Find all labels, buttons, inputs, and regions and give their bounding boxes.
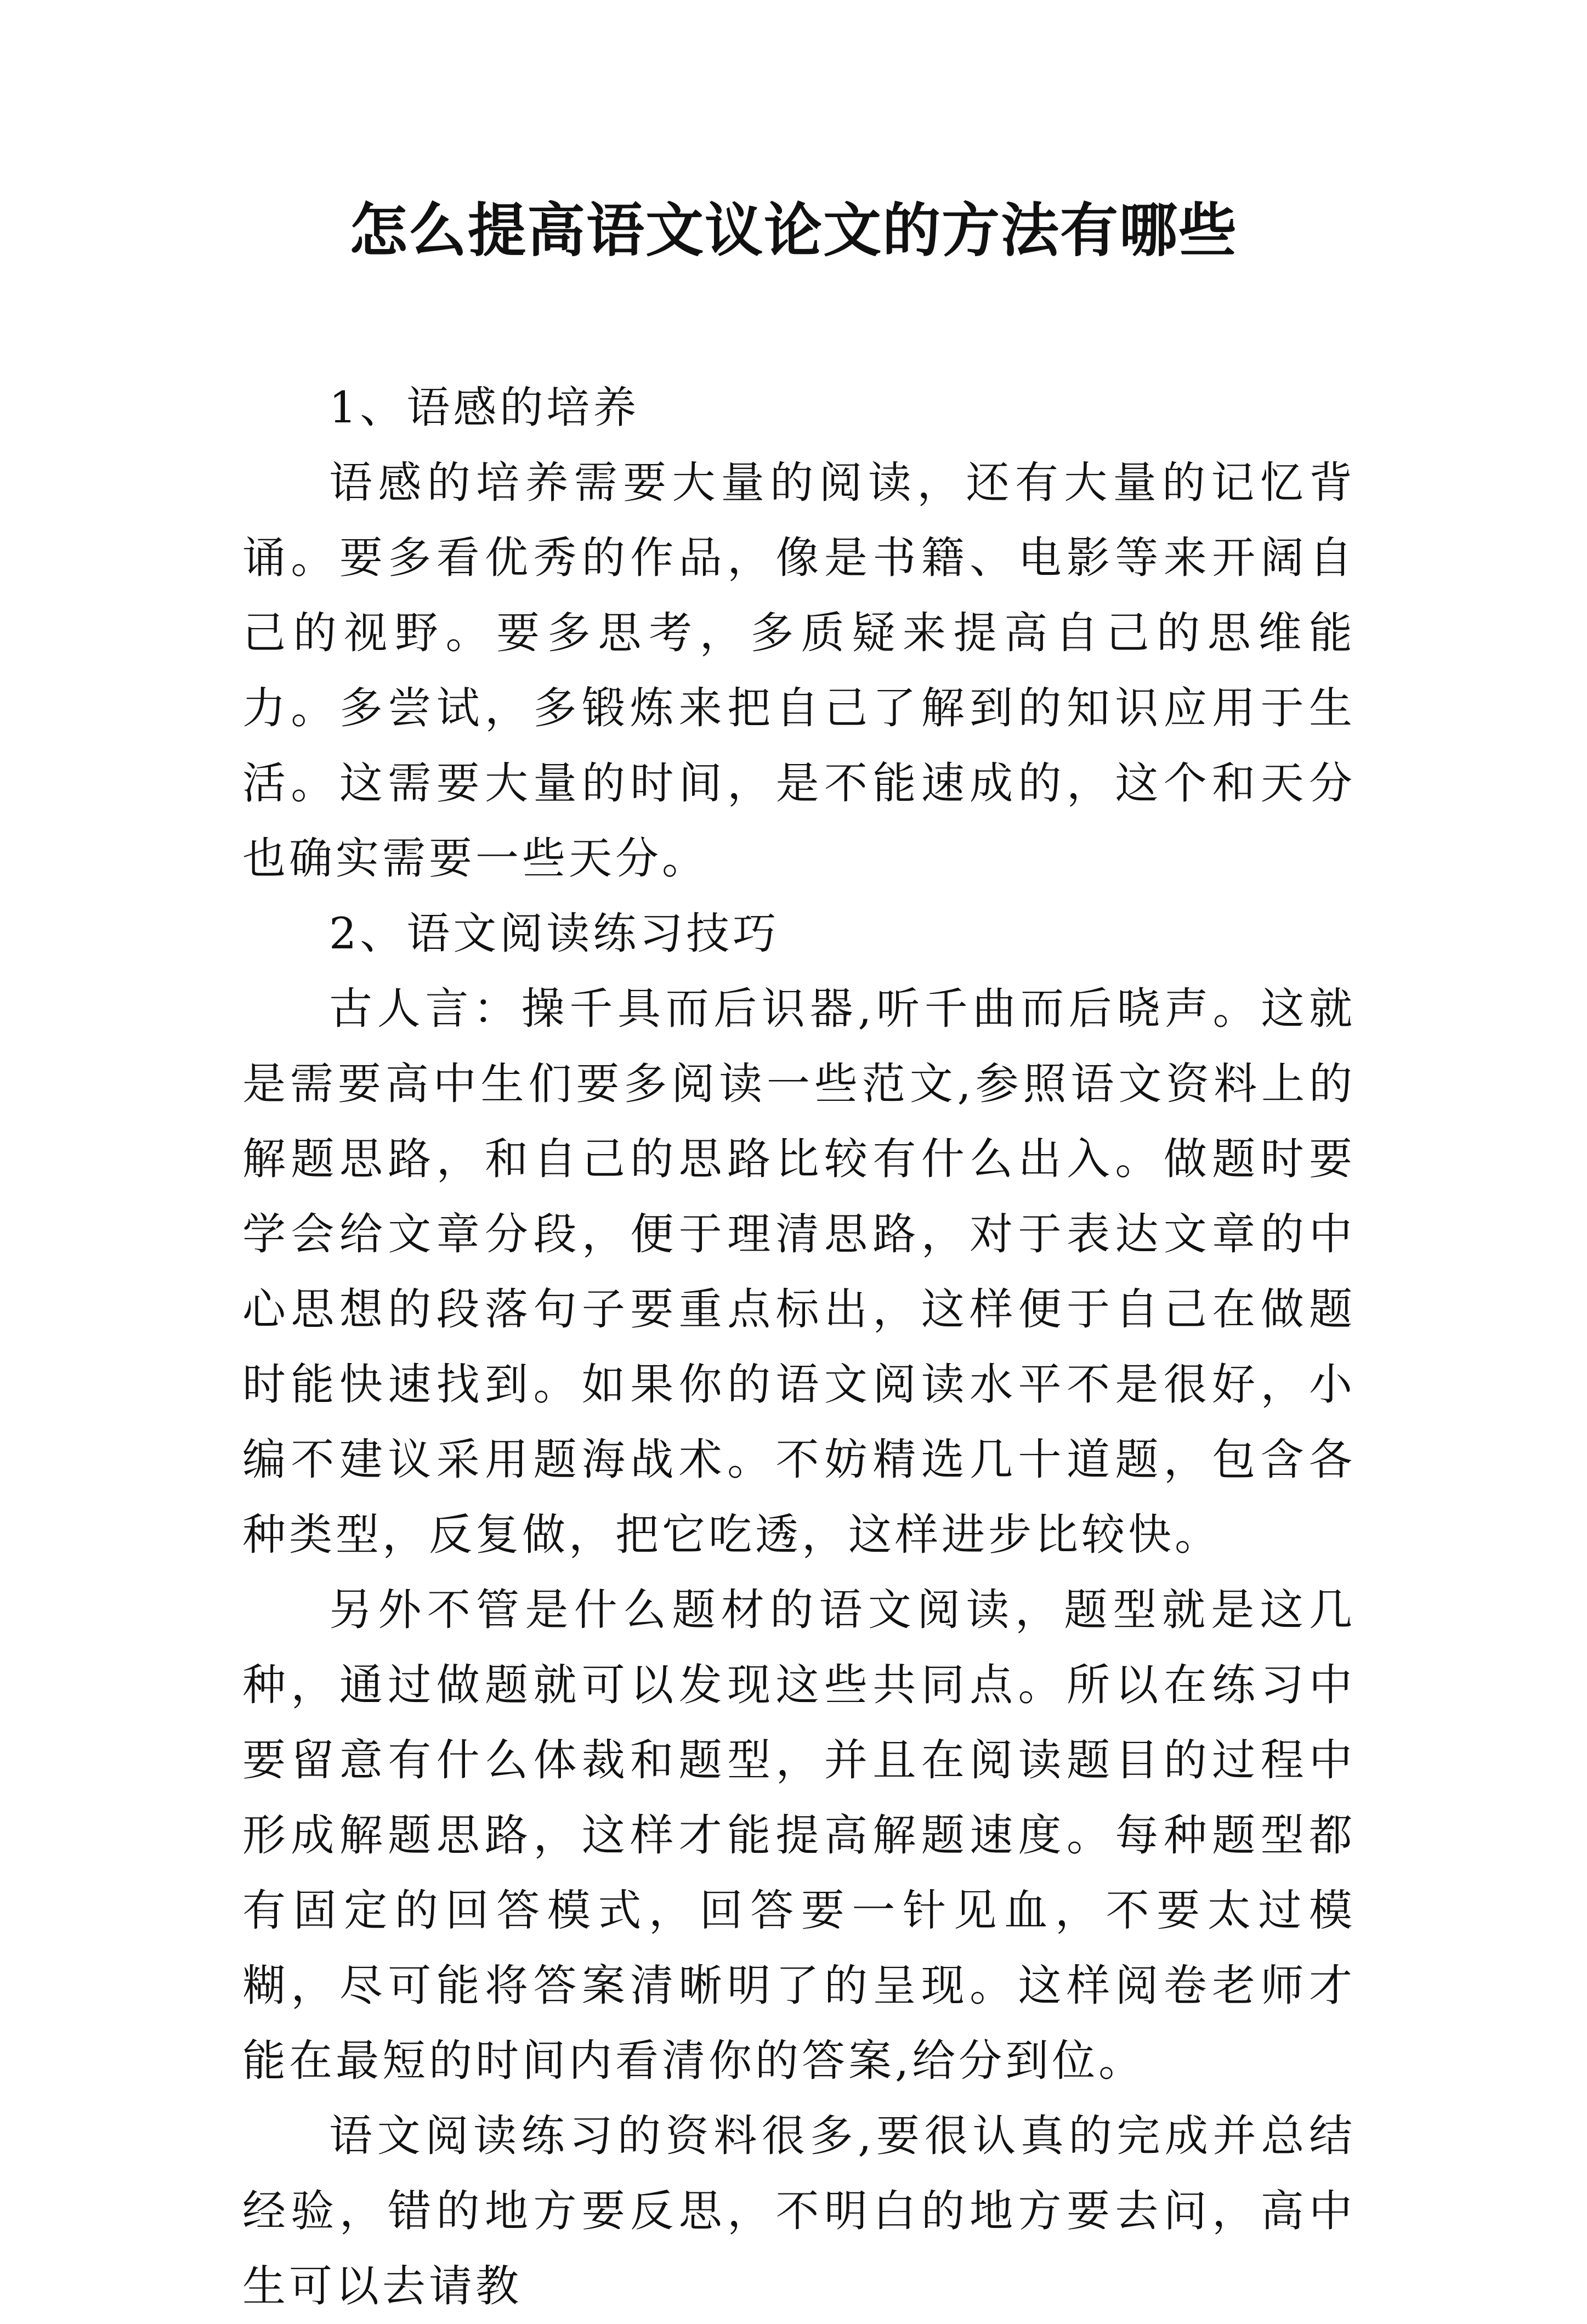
paragraph-practice-materials: 语文阅读练习的资料很多,要很认真的完成并总结经验，错的地方要反思，不明白的地方要去问，高中生可以去请教 — [242, 2111, 1356, 2311]
document-body — [242, 370, 1356, 2324]
paragraph-language-sense: 语感的培养需要大量的阅读，还有大量的记忆背诵。要多看优秀的作品，像是书籍、电影等来开阔自己的视野。要多思考，多质疑来提高自己的思维能力。多尝试，多锻炼来把自己了解到的知识应用于生活。这需要大量的时间，是不能速成的，这个和天分也确实需要一些天分。 — [242, 457, 1356, 884]
document-title: 怎么提高语文议论文的方法有哪些 — [349, 196, 1238, 264]
paragraph-question-types: 另外不管是什么题材的语文阅读，题型就是这几种，通过做题就可以发现这些共同点。所以在练习中要留意有什么体裁和题型，并且在阅读题目的过程中形成解题思路，这样才能提高解题速度。每种题型都有固定的回答模式，回答要一针见血，不要太过模糊，尽可能将答案清晰明了的呈现。这样阅卷老师才能在最短的时间内看清你的答案,给分到位。 — [242, 1585, 1356, 2086]
heading-reading-skills: 2、语文阅读练习技巧 — [329, 908, 780, 959]
paragraph-reading-practice: 古人言：操千具而后识器,听千曲而后晓声。这就是需要高中生们要多阅读一些范文,参照语文资料上的解题思路，和自己的思路比较有什么出入。做题时要学会给文章分段，便于理清思路，对于表达文章的中心思想的段落句子要重点标出，这样便于自己在做题时能快速找到。如果你的语文阅读水平不是很好，小编不建议采用题海战术。不妨精选几十道题，包含各种类型，反复做，把它吃透，这样进步比较快。 — [242, 983, 1356, 1560]
heading-language-sense: 1、语感的培养 — [329, 382, 640, 433]
